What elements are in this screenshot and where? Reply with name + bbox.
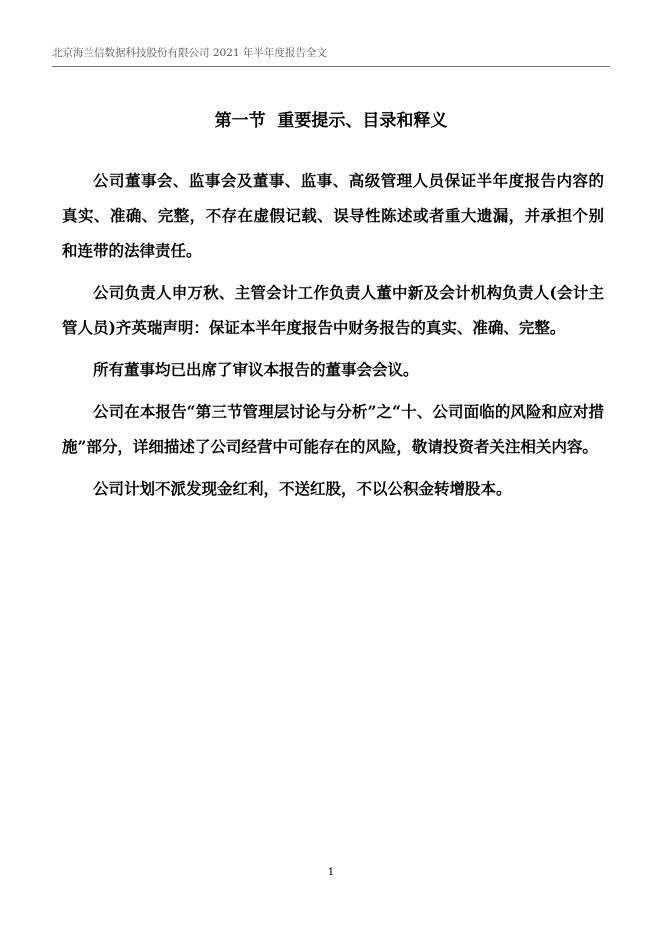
page-number: 1	[327, 866, 335, 878]
header-divider	[52, 66, 610, 67]
running-header: 北京海兰信数据科技股份有限公司 2021 年半年度报告全文	[52, 47, 327, 59]
paragraph-board-guarantee: 公司董事会、监事会及董事、监事、高级管理人员保证半年度报告内容的真实、准确、完整，不存在虚假记载、误导性陈述或者重大遗漏，并承担个别和连带的法律责任。	[62, 171, 604, 260]
paragraph-risk-notice: 公司在本报告“第三节管理层讨论与分析”之“十、公司面临的风险和应对措施”部分，详细描述了公司经营中可能存在的风险，敬请投资者关注相关内容。	[62, 402, 604, 456]
body-text	[62, 163, 604, 513]
section-title: 第一节 重要提示、目录和释义	[214, 111, 448, 131]
paragraph-officer-statement: 公司负责人申万秋、主管会计工作负责人董中新及会计机构负责人(会计主管人员)齐英瑞声明：保证本半年度报告中财务报告的真实、准确、完整。	[62, 283, 604, 337]
paragraph-board-attendance: 所有董事均已出席了审议本报告的董事会会议。	[93, 360, 419, 379]
paragraph-dividend-plan: 公司计划不派发现金红利，不送红股，不以公积金转增股本。	[93, 479, 512, 498]
